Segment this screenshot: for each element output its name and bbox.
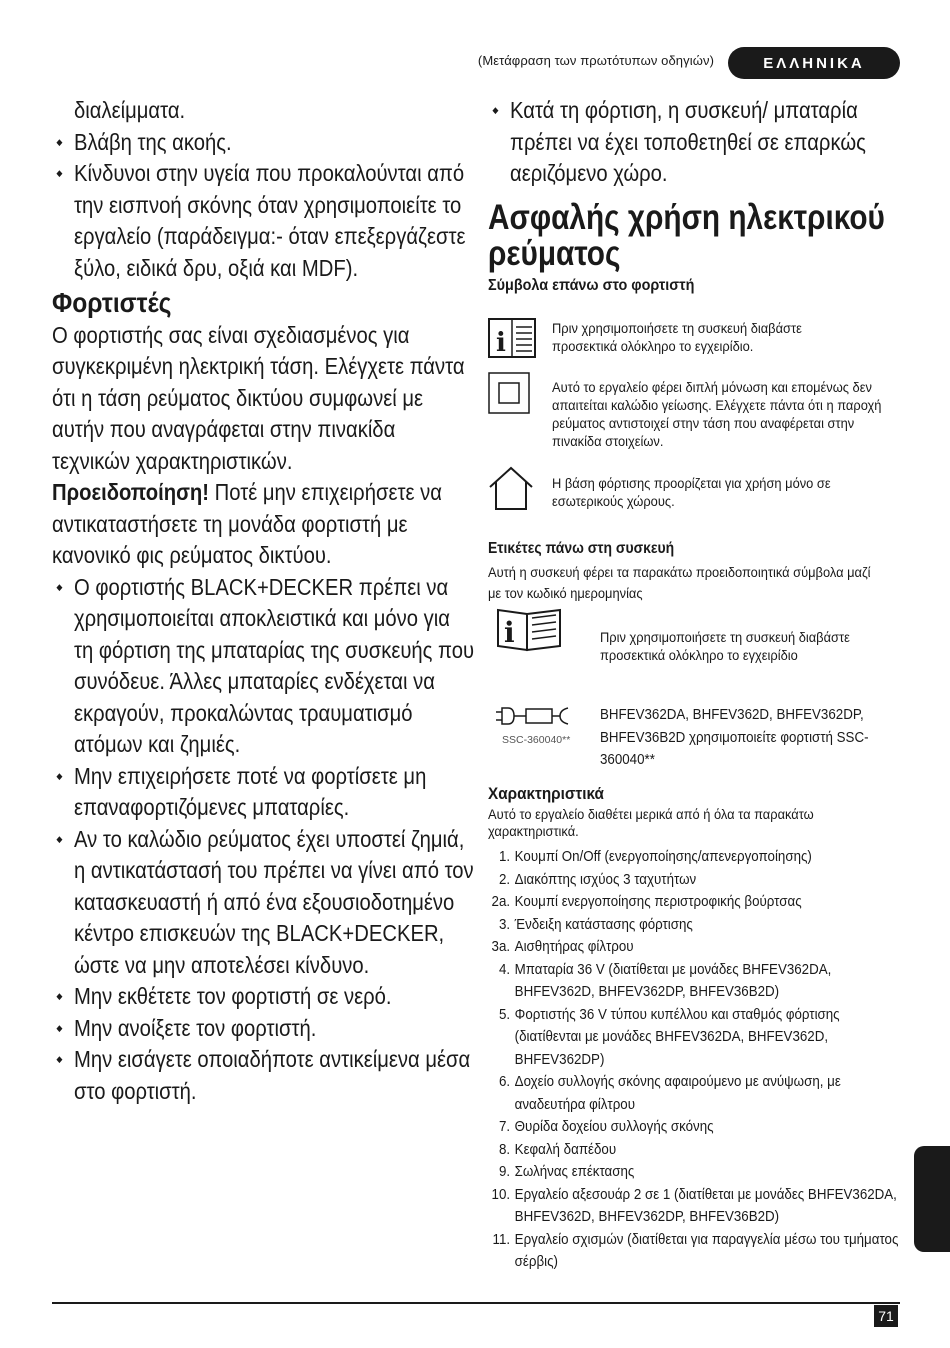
list-item: ◆ Μην εισάγετε οποιαδήποτε αντικείμενα μέσα στο φορτιστή. [52, 1044, 474, 1107]
list-item: 6. Δοχείο συλλογής σκόνης αφαιρούμενο με ανύψωση, με αναδευτήρα φίλτρου [498, 1074, 841, 1113]
section-heading: Ασφαλής χρήση ηλεκτρικού ρεύματος [488, 198, 885, 273]
list-item: 2. Διακόπτης ισχύος 3 ταχυτήτων [498, 871, 697, 888]
list-item: ◆ Μην εκθέτετε τον φορτιστή σε νερό. [52, 981, 474, 1013]
list-item: ◆ Βλάβη της ακοής. [52, 127, 474, 159]
list-item: 11. Εργαλείο σχισμών (διατίθεται για παραγγελία μέσω του τμήματος σέρβις) [492, 1231, 899, 1270]
list-item: 3. Ένδειξη κατάστασης φόρτισης [498, 916, 693, 933]
section-tab [914, 1146, 950, 1252]
warning-label: Προειδοποίηση! [52, 479, 210, 505]
label-manual-text: Πριν χρησιμοποιήσετε τη συσκευή διαβάστε προσεκτικά ολόκληρο το εγχειρίδιο [600, 629, 850, 663]
list-item: ◆ Κατά τη φόρτιση, η συσκευή/ μπαταρία πρέπει να έχει τοποθετηθεί σε επαρκώς αεριζόμενο χώρο. [488, 95, 924, 190]
svg-text:i: i [504, 616, 515, 649]
list-item: ◆ Κίνδυνοι στην υγεία που προκαλούνται από την εισπνοή σκόνης όταν χρησιμοποιείτε το εργαλείο (παράδειγμα:- όταν επεξεργάζεστε ξύλο, ειδικά δρυ, οξιά και MDF). [52, 158, 474, 284]
list-item: 2a. Κουμπί ενεργοποίησης περιστροφικής βούρτσας [491, 894, 802, 910]
symbol-text: Η βάση φόρτισης προορίζεται για χρήση μόνο σε εσωτερικούς χώρους. [552, 475, 831, 509]
label-charger-text: BHFEV362DA, BHFEV362D, BHFEV362DP, BHFEV36B2D χρησιμοποιείτε φορτιστή SSC-360040** [600, 707, 869, 768]
list-item: 3a. Αισθητήρας φίλτρου [491, 939, 634, 955]
list-item: 1. Κουμπί On/Off (ενεργοποίησης/απενεργοποίησης) [498, 849, 812, 865]
list-item: ◆ Αν το καλώδιο ρεύματος έχει υποστεί ζημιά, η αντικατάστασή του πρέπει να γίνει από τον κατασκευαστή ή από ένα εξουσιοδοτημένο κέντρο επισκευών της BLACK+DECKER, ώστε να μην αποτελέσει κίνδυνο. [52, 824, 474, 982]
list-item: 7. Θυρίδα δοχείου συλλογής σκόνης [498, 1119, 714, 1135]
header-subtitle: (Μετάφραση των πρωτότυπων οδηγιών) [477, 53, 714, 68]
list-item: ◆ Μην ανοίξετε τον φορτιστή. [52, 1013, 474, 1045]
manual-icon [496, 606, 562, 652]
labels-heading: Ετικέτες πάνω στη συσκευή [488, 540, 675, 557]
list-item: 4. Μπαταρία 36 V (διατίθεται με μονάδες BHFEV362DA, BHFEV362D, BHFEV362DP, BHFEV36B2D) [498, 961, 832, 1000]
list-item: ◆ Μην επιχειρήσετε ποτέ να φορτίσετε μη επαναφορτιζόμενες μπαταρίες. [52, 761, 474, 824]
list-item: 5. Φορτιστής 36 V τύπου κυπέλλου και σταθμός φόρτισης (διατίθενται με μονάδες BHFEV362DA, BHFEV362D, BHFEV362DP) [498, 1006, 840, 1068]
charger-plug-icon [494, 706, 576, 730]
footer-rule [52, 1302, 900, 1304]
features-intro: Αυτό το εργαλείο διαθέτει μερικά από ή όλα τα παρακάτω χαρακτηριστικά. [488, 806, 814, 839]
double-insulation-icon [488, 372, 530, 414]
indoor-use-icon [487, 465, 535, 511]
chargers-heading: Φορτιστές [52, 287, 172, 318]
language-badge: ΕΛΛΗΝΙΚΑ [728, 47, 900, 79]
charger-symbols-heading: Σύμβολα επάνω στο φορτιστή [488, 277, 695, 294]
manual-icon [488, 318, 536, 358]
chargers-paragraph: Ο φορτιστής σας είναι σχεδιασμένος για συγκεκριμένη ηλεκτρική τάση. Ελέγχετε πάντα ότι η τάση ρεύματος δικτύου συμφωνεί με αυτήν που αναγράφεται στην πινακίδα τεχνικών χαρακτηριστικών. [52, 321, 465, 474]
list-item: 8. Κεφαλή δαπέδου [498, 1141, 617, 1158]
symbol-text: Αυτό το εργαλείο φέρει διπλή μόνωση και επομένως δεν απαιτείται καλώδιο γείωσης. Ελέγχετε πάντα ότι η παροχή ρεύματος αντιστοιχεί στην τάση που αναφέρεται στην πινακίδα στοιχείων. [552, 379, 882, 449]
list-item: ◆ Ο φορτιστής BLACK+DECKER πρέπει να χρησιμοποιείται αποκλειστικά και μόνο για τη φόρτιση της μπαταρίας της συσκευής που συνόδευε. Άλλες μπαταρίες ενδέχεται να εκραγούν, προκαλώντας τραυματισμό ατόμων και ζημιές. [52, 572, 474, 761]
warning-text: Ποτέ μην επιχειρήσετε να αντικαταστήσετε τη μονάδα φορτιστή με κανονικό φις ρεύματος δικτύου. [52, 479, 442, 568]
continued-line: διαλείμματα. [74, 97, 186, 123]
warning-paragraph [52, 477, 474, 572]
symbol-text: Πριν χρησιμοποιήσετε τη συσκευή διαβάστε προσεκτικά ολόκληρο το εγχειρίδιο. [552, 320, 802, 354]
svg-text:i: i [496, 328, 506, 358]
list-item: 10. Εργαλείο αξεσουάρ 2 σε 1 (διατίθεται με μονάδες BHFEV362DA, BHFEV362D, BHFEV362DP, BHFEV36B2D) [491, 1186, 897, 1225]
charger-code: SSC-360040** [502, 734, 571, 746]
list-item: 9. Σωλήνας επέκτασης [498, 1164, 635, 1180]
features-heading: Χαρακτηριστικά [488, 784, 604, 803]
right-column-top [488, 95, 908, 190]
left-column [52, 95, 474, 1107]
page-number: 71 [874, 1305, 898, 1327]
labels-intro: Αυτή η συσκευή φέρει τα παρακάτω προειδοποιητικά σύμβολα μαζί με τον κωδικό ημερομηνίας [488, 564, 871, 601]
features-list [488, 846, 908, 1274]
